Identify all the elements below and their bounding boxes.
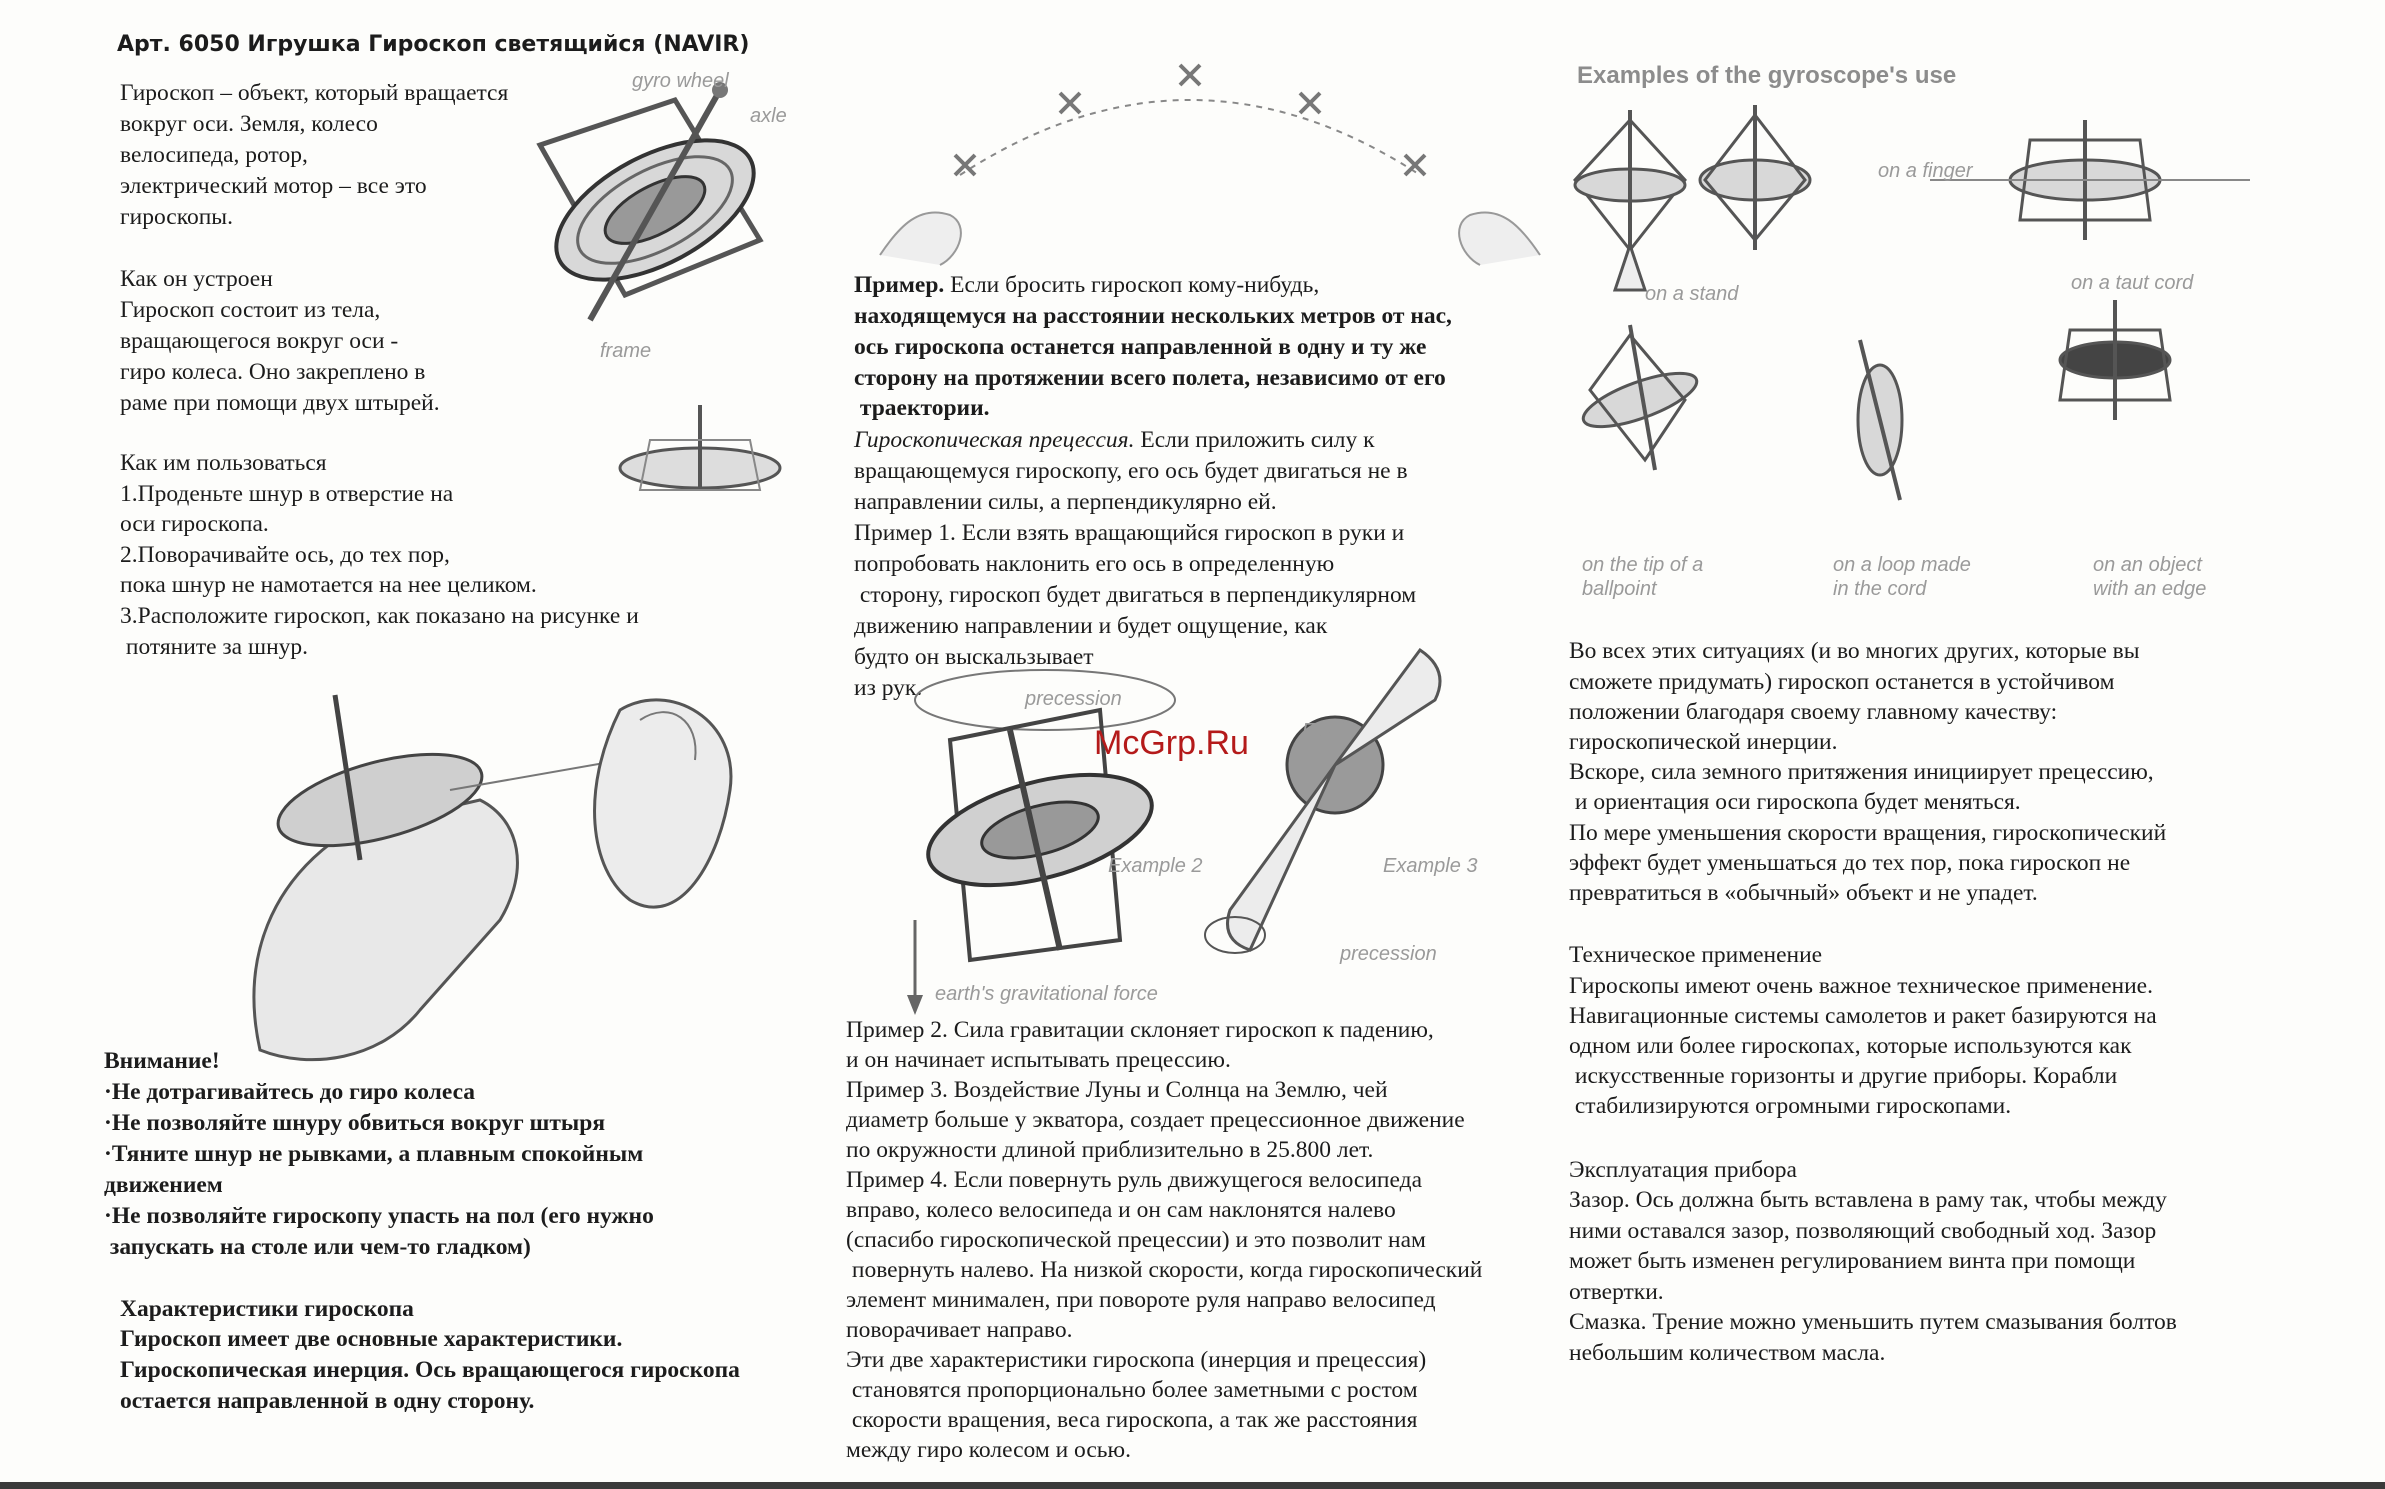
body-line: Зазор. Ось должна быть вставлена в раму так, чтобы между bbox=[1569, 1187, 2167, 1213]
section-heading: Эксплуатация прибора bbox=[1569, 1157, 1797, 1183]
body-line: и он начинает испытывать прецессию. bbox=[846, 1047, 1231, 1073]
intro-line: Гироскоп – объект, который вращается bbox=[120, 80, 509, 106]
diagram-label-gravity: earth's gravitational force bbox=[935, 983, 1158, 1005]
body-line: поворачивает направо. bbox=[846, 1317, 1073, 1343]
body-line: скорости вращения, веса гироскопа, а так же расстояния bbox=[846, 1407, 1418, 1433]
body-line: пока шнур не намотается на нее целиком. bbox=[120, 572, 537, 598]
body-line: и ориентация оси гироскопа будет меняться. bbox=[1569, 789, 2021, 815]
body-line: сможете придумать) гироскоп останется в устойчивом bbox=[1569, 669, 2115, 695]
body-line: Пример 1. Если взять вращающийся гироскоп в руки и bbox=[854, 520, 1405, 546]
caption-on-a-loop: on a loop made in the cord bbox=[1833, 554, 1971, 600]
body-line: положении благодаря своему главному качеству: bbox=[1569, 699, 2058, 725]
watermark: McGrp.Ru bbox=[1094, 724, 1249, 762]
body-line: направлении силы, а перпендикулярно ей. bbox=[854, 489, 1277, 515]
example-bold-line: траектории. bbox=[854, 395, 990, 421]
body-line: одном или более гироскопах, которые используются как bbox=[1569, 1033, 2132, 1059]
warning-line: движением bbox=[104, 1172, 223, 1198]
small-gyroscope-icon bbox=[590, 400, 790, 500]
intro-line: вокруг оси. Земля, колесо bbox=[120, 111, 378, 137]
body-line: небольшим количеством масла. bbox=[1569, 1340, 1886, 1366]
body-line: стабилизируются огромными гироскопами. bbox=[1569, 1093, 2012, 1119]
body-line: Смазка. Трение можно уменьшить путем смазывания болтов bbox=[1569, 1309, 2177, 1335]
example-bold-line: ось гироскопа останется направленной в одну и ту же bbox=[854, 334, 1427, 360]
warning-line: запускать на столе или чем-то гладком) bbox=[104, 1234, 531, 1260]
body-line: ними оставался зазор, позволяющий свободный ход. Зазор bbox=[1569, 1218, 2157, 1244]
body-line: превратиться в «обычный» объект и не упадет. bbox=[1569, 880, 2038, 906]
caption-on-a-finger: on a finger bbox=[1878, 160, 1973, 182]
body-line: вращающегося вокруг оси - bbox=[120, 328, 399, 354]
warning-line: ·Не позволяйте гироскопу упасть на пол (его нужно bbox=[104, 1203, 654, 1229]
caption-on-ballpoint: on the tip of a ballpoint bbox=[1582, 554, 1704, 600]
body-line: искусственные горизонты и другие приборы. Корабли bbox=[1569, 1063, 2118, 1089]
body-line: оси гироскопа. bbox=[120, 511, 269, 537]
body-line: Эти две характеристики гироскопа (инерция и прецессия) bbox=[846, 1347, 1427, 1373]
body-line: По мере уменьшения скорости вращения, гироскопический bbox=[1569, 820, 2167, 846]
intro-line: электрический мотор – все это bbox=[120, 173, 427, 199]
section-heading: Как им пользоваться bbox=[120, 450, 327, 476]
body-line: Гироскоп состоит из тела, bbox=[120, 297, 381, 323]
example-bold-line: находящемуся на расстоянии нескольких метров от нас, bbox=[854, 303, 1452, 329]
body-line: Пример 3. Воздействие Луны и Солнца на Землю, чей bbox=[846, 1077, 1388, 1103]
intro-line: гироскопы. bbox=[120, 204, 233, 230]
diagram-label-precession: precession bbox=[1025, 688, 1122, 710]
section-heading: Как он устроен bbox=[120, 266, 273, 292]
body-line: попробовать наклонить его ось в определенную bbox=[854, 551, 1335, 577]
body-line: из рук. bbox=[854, 675, 923, 701]
body-line: Навигационные системы самолетов и ракет базируются на bbox=[1569, 1003, 2157, 1029]
body-line: Пример 2. Сила гравитации склоняет гироскоп к падению, bbox=[846, 1017, 1434, 1043]
body-line: 3.Расположите гироскоп, как показано на рисунке и bbox=[120, 603, 639, 629]
body-line: остается направленной в одну сторону. bbox=[120, 1388, 535, 1414]
body-line: диаметр больше у экватора, создает прецессионное движение bbox=[846, 1107, 1465, 1133]
body-line: Вскоре, сила земного притяжения инициирует прецессию, bbox=[1569, 759, 2154, 785]
body-line: 2.Поворачивайте ось, до тех пор, bbox=[120, 542, 450, 568]
intro-line: велосипеда, ротор, bbox=[120, 142, 308, 168]
body-line: гироскопической инерции. bbox=[1569, 729, 1838, 755]
body-line: гиро колеса. Оно закреплено в bbox=[120, 359, 426, 385]
section-heading: Техническое применение bbox=[1569, 942, 1823, 968]
thrown-gyroscope-arc-illustration bbox=[860, 55, 1560, 265]
body-line: 1.Проденьте шнур в отверстие на bbox=[120, 481, 454, 507]
body-line: раме при помощи двух штырей. bbox=[120, 390, 440, 416]
warning-line: ·Тяните шнур не рывками, а плавным спокойным bbox=[104, 1141, 644, 1167]
warning-line: ·Не позволяйте шнуру обвиться вокруг штыря bbox=[104, 1110, 606, 1136]
body-line: Пример 4. Если повернуть руль движущегося велосипеда bbox=[846, 1167, 1423, 1193]
warning-title: Внимание! bbox=[104, 1048, 220, 1074]
example-intro: Пример. Если бросить гироскоп кому-нибудь, bbox=[854, 272, 1320, 298]
examples-title: Examples of the gyroscope's use bbox=[1577, 62, 1957, 89]
example-bold-line: сторону на протяжении всего полета, независимо от его bbox=[854, 365, 1446, 391]
body-line: Гироскопы имеют очень важное техническое применение. bbox=[1569, 973, 2153, 999]
caption-on-a-stand: on a stand bbox=[1645, 283, 1739, 305]
body-line: между гиро колесом и осью. bbox=[846, 1437, 1131, 1463]
warning-line: ·Не дотрагивайтесь до гиро колеса bbox=[104, 1079, 476, 1105]
diagram-label-earth: Earth bbox=[1302, 720, 1350, 742]
body-line: Во всех этих ситуациях (и во многих других, которые вы bbox=[1569, 638, 2140, 664]
precession-intro: Гироскопическая прецессия. Если приложить силу к bbox=[854, 427, 1375, 453]
body-line: эффект будет уменьшаться до тех пор, пока гироскоп не bbox=[1569, 850, 2131, 876]
body-line: движению направлении и будет ощущение, как bbox=[854, 613, 1328, 639]
hands-pulling-cord-illustration bbox=[200, 680, 760, 1070]
body-line: будто он выскальзывает bbox=[854, 644, 1094, 670]
diagram-label-axle: axle bbox=[750, 105, 787, 127]
body-line: потяните за шнур. bbox=[120, 634, 309, 660]
page-bottom-border bbox=[0, 1482, 2385, 1489]
body-line: вправо, колесо велосипеда и он сам наклонятся налево bbox=[846, 1197, 1396, 1223]
body-line: сторону, гироскоп будет двигаться в перпендикулярном bbox=[854, 582, 1417, 608]
body-line: может быть изменен регулированием винта при помощи bbox=[1569, 1248, 2136, 1274]
diagram-label-example-3: Example 3 bbox=[1383, 855, 1478, 877]
body-line: по окружности длиной приблизительно в 25.800 лет. bbox=[846, 1137, 1374, 1163]
body-line: Гироскоп имеет две основные характеристики. bbox=[120, 1326, 623, 1352]
diagram-label-frame: frame bbox=[600, 340, 652, 362]
body-line: (спасибо гироскопической прецессии) и это позволит нам bbox=[846, 1227, 1426, 1253]
body-line: элемент минимален, при повороте руля направо велосипед bbox=[846, 1287, 1436, 1313]
section-heading: Характеристики гироскопа bbox=[120, 1296, 414, 1322]
body-line: становятся пропорционально более заметными с ростом bbox=[846, 1377, 1418, 1403]
caption-on-an-edge: on an object with an edge bbox=[2093, 554, 2207, 600]
body-line: Гироскопическая инерция. Ось вращающегося гироскопа bbox=[120, 1357, 740, 1383]
caption-on-a-taut-cord: on a taut cord bbox=[2071, 272, 2194, 294]
diagram-label-gyro-wheel: gyro wheel bbox=[632, 70, 729, 92]
diagram-label-precession-bottom: precession bbox=[1340, 943, 1437, 965]
body-line: вращающемуся гироскопу, его ось будет двигаться не в bbox=[854, 458, 1408, 484]
body-line: повернуть налево. На низкой скорости, когда гироскопический bbox=[846, 1257, 1483, 1283]
body-line: отвертки. bbox=[1569, 1279, 1664, 1305]
document-title: Арт. 6050 Игрушка Гироскоп светящийся (NAVIR) bbox=[117, 32, 750, 57]
diagram-label-example-2: Example 2 bbox=[1108, 855, 1203, 877]
